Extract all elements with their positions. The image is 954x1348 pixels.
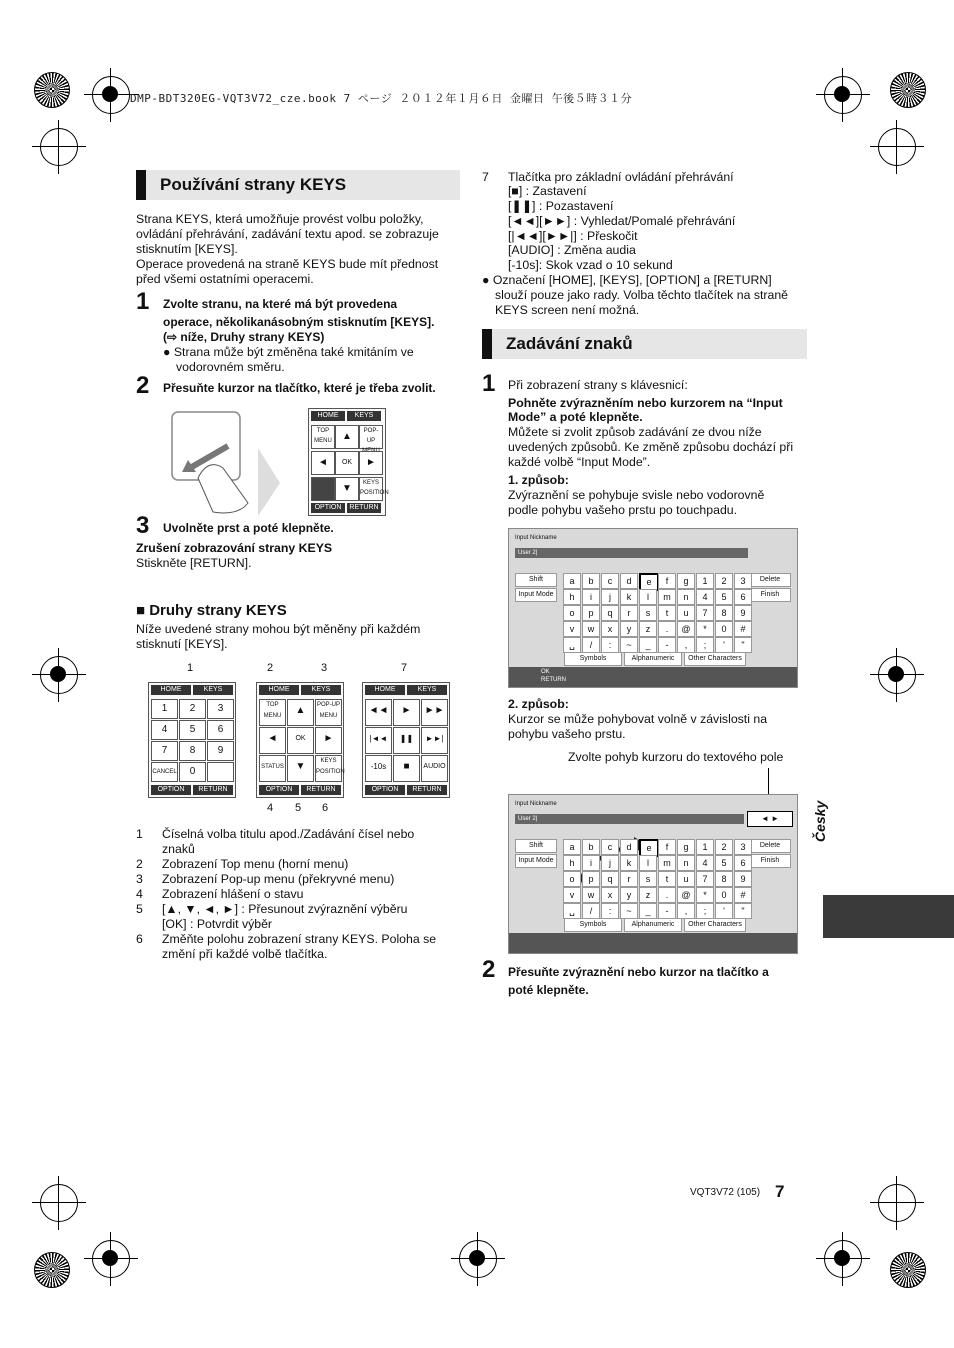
method-text: pohybu vašeho prstu. [508,727,626,741]
input-mode-button: Input Mode [515,854,557,868]
cancel-title: Zrušení zobrazování strany KEYS [136,541,333,555]
keyboard-key: v [563,887,581,903]
keyboard-key: ; [696,637,714,653]
callout-number: 5 [295,802,302,814]
blank-key [207,762,234,782]
step-text: operace, několikanásobným stisknutím [KEYS]. [163,315,435,329]
keyboard-key: a [563,573,581,589]
keyboard-key: @ [677,887,695,903]
keyboard-key: 8 [715,605,733,621]
option-label: OPTION [151,785,191,795]
keyboard-key: v [563,621,581,637]
keyboard-key: p [582,605,600,621]
keyboard-key: r [620,871,638,887]
step-text: Zvolte stranu, na které má být provedena [163,297,398,311]
num-key: 4 [151,720,178,740]
item7-line: [-10s]: Skok vzad o 10 sekund [508,258,673,272]
keyboard-key: 3 [734,839,752,855]
step-text: uvedených způsobů. Ke změně způsobu dochází při [508,440,794,454]
language-tab [823,895,954,938]
other-characters-tab: Other Characters [684,918,746,932]
cursor-callout: Zvolte pohyb kurzoru do textového pole [568,750,784,764]
step-number: 1 [136,288,150,315]
keyboard-key: i [582,589,600,605]
keyboard-key: w [582,887,600,903]
return-label: RETURN [407,785,447,795]
return-label: RETURN [347,503,381,513]
keyboard-key: g [677,839,695,855]
keyboard-key: w [582,621,600,637]
note-line: slouží pouze jako rady. Volba těchto tlačítek na straně [495,288,789,302]
step-text: Přesuňte zvýraznění nebo kurzor na tlačítko a [508,965,769,979]
file-header-line: DMP-BDT320EG-VQT3V72_cze.book 7 ページ ２０１２年１月６日 金曜日 午後５時３１分 [130,92,633,105]
step-note: vodorovném směru. [176,360,285,374]
keyboard-key: , [677,903,695,919]
keyboard-key: - [658,637,676,653]
registration-star-icon [34,1252,70,1288]
method-title: 1. způsob: [508,473,569,487]
keyboard-key: u [677,605,695,621]
step-text: Při zobrazení strany s klávesnicí: [508,378,688,392]
step-text: Uvolněte prst a poté klepněte. [163,521,334,535]
keyboard-key: x [601,621,619,637]
keyboard-key: * [696,621,714,637]
navigation-keys-remote [256,682,344,798]
keyboard-key: ~ [620,903,638,919]
num-key: 9 [207,741,234,761]
item-number: 7 [482,170,489,184]
option-label: OPTION [365,785,405,795]
registration-star-icon [890,72,926,108]
crosshair-icon [88,72,134,118]
language-label: Česky [812,800,828,842]
keyboard-key: s [639,605,657,621]
other-characters-tab: Other Characters [684,652,746,666]
input-mode-button: Input Mode [515,588,557,602]
method-text: podle pohybu vašeho prstu po touchpadu. [508,503,738,517]
keyboard-key: q [601,871,619,887]
crosshair-icon [36,652,82,698]
keyboard-key: d [620,573,638,589]
crosshair-icon [88,1236,134,1282]
audio-key: AUDIO [421,755,448,782]
step-text: Pohněte zvýrazněním nebo kurzorem na “Input [508,396,783,410]
crosshair-icon [455,1236,501,1282]
keyboard-key: / [582,903,600,919]
keyboard-title: Input Nickname [515,535,557,541]
crosshair-icon [820,1236,866,1282]
finish-button: Finish [749,588,791,602]
keyboard-key: l [639,589,657,605]
keyboard-key: u [677,871,695,887]
method-text: Zvýraznění se pohybuje svisle nebo vodorovně [508,488,765,502]
home-label: HOME [259,685,299,695]
popup-menu-key: POP-UP MENU [315,699,342,726]
keys-remote-mini [308,408,389,516]
status-key-highlighted [311,477,335,501]
keyboard-key: : [601,903,619,919]
keyboard-key: h [563,589,581,605]
keyboard-key: 4 [696,855,714,871]
keyboard-key: 9 [734,871,752,887]
up-arrow-icon: ▲ [335,425,359,449]
crosshair-icon [36,1180,82,1226]
keyboard-key: ; [696,903,714,919]
shift-button: Shift [515,573,557,587]
keyboard-key: 6 [734,589,752,605]
num-key: 3 [207,699,234,719]
play-icon: ► [393,699,420,726]
keyboard-key: m [658,589,676,605]
step-note: ● Strana může být změněna také kmitáním ve [163,345,414,359]
types-title: ■ Druhy strany KEYS [136,602,287,619]
crosshair-icon [874,652,920,698]
step-text: poté klepněte. [508,983,589,997]
right-arrow-icon: ► [359,451,383,475]
keyboard-key: i [582,855,600,871]
step-text: každé volbě “Input Mode”. [508,455,651,469]
keyboard-key: , [677,637,695,653]
callout-number: 2 [267,662,274,674]
keyboard-key: k [620,589,638,605]
keyboard-key: y [620,621,638,637]
intro-line: stisknutím [KEYS]. [136,242,238,256]
callout-number: 7 [401,662,408,674]
keyboard-key: 7 [696,605,714,621]
callout-number: 3 [321,662,328,674]
keyboard-key: ' [715,903,733,919]
keyboard-key: z [639,621,657,637]
text-field: User 2| [515,814,744,824]
section-title-characters: Zadávání znaků [482,329,807,359]
down-arrow-icon: ▼ [335,477,359,501]
keyboard-footer [509,933,797,953]
return-label: RETURN [301,785,341,795]
step-number: 1 [482,370,496,397]
keyboard-key: g [677,573,695,589]
keyboard-key: f [658,573,676,589]
keys-label: KEYS [193,685,233,695]
keyboard-key: 0 [715,887,733,903]
finish-button: Finish [749,854,791,868]
keyboard-key: q [601,605,619,621]
keyboard-key: c [601,573,619,589]
keyboard-key: 8 [715,871,733,887]
keyboard-key: t [658,871,676,887]
keyboard-key: " [734,637,752,653]
keyboard-key: 3 [734,573,752,589]
callout-number: 4 [267,802,274,814]
stop-icon: ■ [393,755,420,782]
keyboard-key: ' [715,637,733,653]
keyboard-title: Input Nickname [515,801,557,807]
keyboard-key: m [658,855,676,871]
popup-menu-key: POP-UP [359,425,383,449]
intro-line: Strana KEYS, která umožňuje provést volbu položky, [136,212,424,226]
keyboard-key: j [601,855,619,871]
section-title-keys: Používání strany KEYS [136,170,460,200]
keyboard-key: o [563,871,581,887]
keyboard-key: h [563,855,581,871]
item7-line: [❚❚] : Pozastavení [508,199,614,213]
item7-line: [■] : Zastavení [508,184,587,198]
keyboard-screen-method1 [508,528,798,688]
keyboard-key: : [601,637,619,653]
option-label: OPTION [311,503,345,513]
keyboard-key: y [620,887,638,903]
keyboard-key: b [582,839,600,855]
keyboard-key: _ [639,637,657,653]
keyboard-key: n [677,855,695,871]
keyboard-key: 2 [715,839,733,855]
keyboard-key: _ [639,903,657,919]
method-title: 2. způsob: [508,697,569,711]
cursor-arrows-icon: ◄ ► [747,811,793,827]
keyboard-key: ␣ [563,637,581,653]
keyboard-key: 5 [715,589,733,605]
item7-line: Tlačítka pro základní ovládání přehrávání [508,170,734,184]
footer-code: VQT3V72 (105) [690,1187,761,1198]
keyboard-key: l [639,855,657,871]
shift-button: Shift [515,839,557,853]
keyboard-key: ~ [620,637,638,653]
keyboard-key: 2 [715,573,733,589]
keyboard-key: d [620,839,638,855]
crosshair-icon [820,72,866,118]
keyboard-key: p [582,871,600,887]
keys-label: KEYS [347,411,381,421]
fast-forward-icon: ►► [421,699,448,726]
keyboard-key: / [582,637,600,653]
pause-icon: ❚❚ [393,727,420,754]
keyboard-key: # [734,621,752,637]
keys-position-key: KEYS POSITION [359,477,383,501]
ok-key: OK [287,727,314,754]
num-key: 1 [151,699,178,719]
crosshair-icon [874,1180,920,1226]
item7-line: [◄◄][►►] : Vyhledat/Pomalé přehrávání [508,214,736,228]
keyboard-key: f [658,839,676,855]
keyboard-key: " [734,903,752,919]
keyboard-key: # [734,887,752,903]
keyboard-key: @ [677,621,695,637]
step-number: 2 [136,372,150,399]
alphanumeric-tab: Alphanumeric [624,918,682,932]
keyboard-key: 4 [696,589,714,605]
step-number: 2 [482,956,496,983]
item7-line: [|◄◄][►►|] : Přeskočit [508,229,638,243]
numeric-keys-remote [148,682,236,798]
ok-key: OK [335,451,359,475]
types-text: Níže uvedené strany mohou být měněny při každém [136,622,421,636]
left-arrow-icon: ◄ [259,727,286,754]
item7-line: [AUDIO] : Změna audia [508,243,636,257]
keyboard-key: e [639,573,659,591]
keyboard-key: z [639,887,657,903]
text-field: User 2| [515,548,748,558]
callout-number: 6 [322,802,329,814]
keyboard-key: 0 [715,621,733,637]
keyboard-key: 6 [734,855,752,871]
keyboard-key: x [601,887,619,903]
keyboard-key: * [696,887,714,903]
option-label: OPTION [259,785,299,795]
keyboard-key: a [563,839,581,855]
skip-forward-icon: ►►| [421,727,448,754]
note-line: ● Označení [HOME], [KEYS], [OPTION] a [RETURN] [482,273,772,287]
num-key: 0 [179,762,206,782]
keys-position-key: KEYS POSITION [315,755,342,782]
keyboard-key: t [658,605,676,621]
callout-number: 1 [187,662,194,674]
rewind-icon: ◄◄ [365,699,392,726]
num-key: 5 [179,720,206,740]
crosshair-icon [36,124,82,170]
num-key: 6 [207,720,234,740]
alphanumeric-tab: Alphanumeric [624,652,682,666]
delete-button: Delete [749,839,791,853]
home-label: HOME [151,685,191,695]
registration-star-icon [890,1252,926,1288]
keyboard-key: r [620,605,638,621]
keyboard-key: 9 [734,605,752,621]
keyboard-key: 1 [696,573,714,589]
keyboard-screen-method2 [508,794,798,954]
keyboard-key: s [639,871,657,887]
page-number: 7 [775,1182,785,1201]
keys-label: KEYS [407,685,447,695]
method-text: Kurzor se může pohybovat volně v závislosti na [508,712,768,726]
skip-back-icon: |◄◄ [365,727,392,754]
right-arrow-icon: ► [315,727,342,754]
keyboard-key: 7 [696,871,714,887]
keyboard-footer: OK RETURN [509,667,797,687]
step-text: Mode” a poté klepněte. [508,410,643,424]
home-label: HOME [365,685,405,695]
return-label: RETURN [193,785,233,795]
registration-star-icon [34,72,70,108]
keyboard-key: - [658,903,676,919]
cancel-key: CANCEL [151,762,178,782]
keyboard-key: . [658,887,676,903]
num-key: 2 [179,699,206,719]
top-menu-key: TOP MENU [259,699,286,726]
keyboard-key: e [639,839,659,857]
up-arrow-icon: ▲ [287,699,314,726]
playback-keys-remote [362,682,450,798]
symbols-tab: Symbols [564,652,622,666]
crosshair-icon [874,124,920,170]
down-arrow-icon: ▼ [287,755,314,782]
step-text: Můžete si zvolit způsob zadávání ze dvou níže [508,425,762,439]
keyboard-key: 1 [696,839,714,855]
symbols-tab: Symbols [564,918,622,932]
intro-line: před všemi ostatními operacemi. [136,272,314,286]
step-number: 3 [136,512,150,539]
num-key: 7 [151,741,178,761]
step-text: (⇨ níže, Druhy strany KEYS) [163,330,325,344]
keyboard-key: j [601,589,619,605]
keyboard-key: n [677,589,695,605]
left-arrow-icon: ◄ [311,451,335,475]
num-key: 8 [179,741,206,761]
keyboard-key: c [601,839,619,855]
keyboard-key: k [620,855,638,871]
cancel-text: Stiskněte [RETURN]. [136,556,252,570]
touchpad-illustration [168,408,286,518]
function-list: 1 Číselná volba titulu apod./Zadávání čísel nebo znaků 2 Zobrazení Top menu (horní menu) 3 Zobrazení Pop-up menu (překryvné menu) 4 Zobrazení hlášení o stavu 5 [▲, ▼, ◄, ►] : Přesunout zvýraznění výběru [OK] : Potvrdit výběr 6 Změňte polohu zobrazení strany KEYS. Poloha se změní při každé volbě tlačítka. [136,827,437,961]
step-text: Přesuňte kurzor na tlačítko, které je třeba zvolit. [163,381,436,395]
note-line: KEYS screen není možná. [495,303,640,317]
back-10s-key: -10s [365,755,392,782]
keyboard-key: ␣ [563,903,581,919]
home-label: HOME [311,411,345,421]
status-key: STATUS [259,755,286,782]
keyboard-key: o [563,605,581,621]
types-text: stisknutí [KEYS]. [136,637,228,651]
keyboard-key: b [582,573,600,589]
intro-line: Operace provedená na straně KEYS bude mít přednost [136,257,439,271]
keys-label: KEYS [301,685,341,695]
delete-button: Delete [749,573,791,587]
top-menu-key: TOP MENU [311,425,335,449]
intro-line: ovládání přehrávání, zadávání textu apod. se zobrazuje [136,227,439,241]
keyboard-key: 5 [715,855,733,871]
keyboard-key: . [658,621,676,637]
